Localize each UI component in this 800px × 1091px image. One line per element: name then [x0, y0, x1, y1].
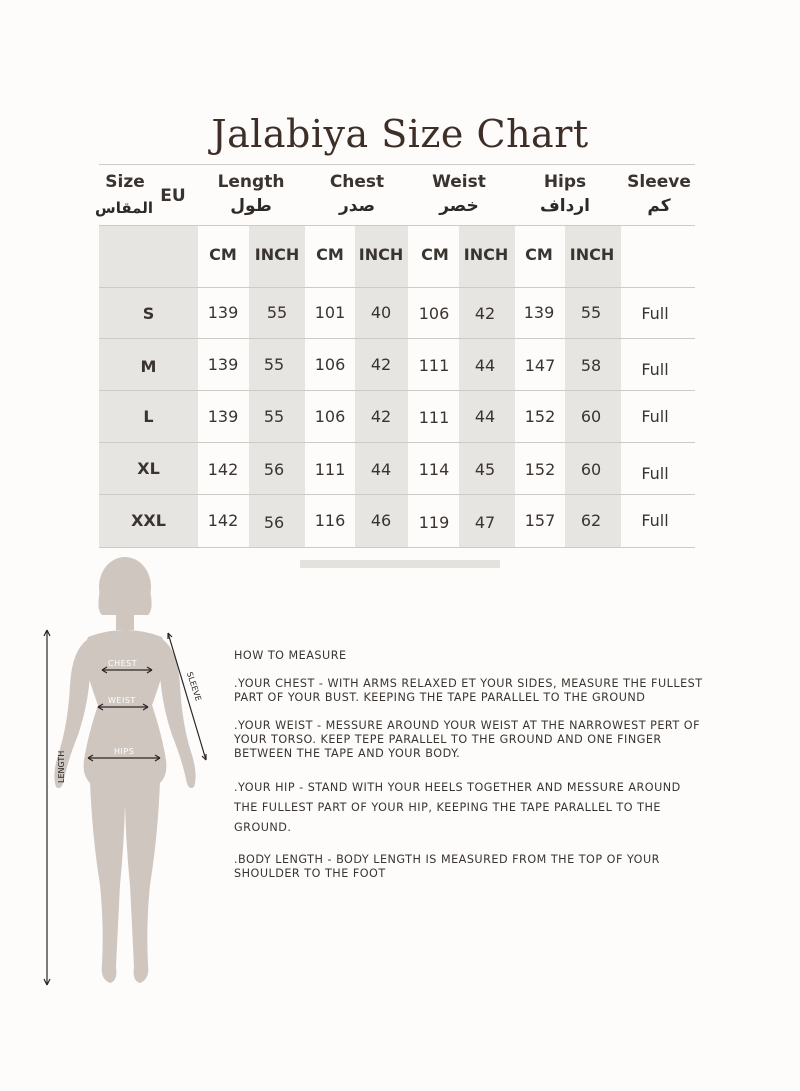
- header-size-arabic: المقاس: [95, 199, 153, 217]
- table-rule: [99, 225, 695, 226]
- row-length-cm: 142: [207, 460, 239, 479]
- row-hips-cm: 157: [524, 511, 556, 530]
- header-hips-arabic: ارداف: [540, 196, 590, 216]
- row-sleeve: Full: [641, 464, 669, 483]
- table-rule: [99, 442, 695, 443]
- header-weist: Weist: [432, 172, 486, 192]
- table-rule: [99, 390, 695, 391]
- table-rule: [99, 287, 695, 288]
- how-to-length: .BODY LENGTH - BODY LENGTH IS MEASURED FROM THE TOP OF YOUR SHOULDER TO THE FOOT: [234, 853, 660, 880]
- row-length-inch: 55: [263, 407, 285, 426]
- page-title: Jalabiya Size Chart: [211, 112, 589, 156]
- header-chest-arabic: صدر: [338, 196, 376, 216]
- unit-hips-cm: CM: [525, 245, 553, 264]
- chest-inch-shade: [355, 226, 408, 547]
- row-length-inch: 55: [263, 355, 285, 374]
- row-chest-cm: 111: [314, 460, 346, 479]
- table-rule: [99, 547, 695, 548]
- unit-chest-inch: INCH: [358, 245, 404, 264]
- row-sleeve: Full: [641, 304, 669, 323]
- header-sleeve: Sleeve: [627, 172, 691, 192]
- row-length-cm: 139: [207, 303, 239, 322]
- header-chest: Chest: [329, 172, 385, 192]
- hips-inch-shade: [565, 226, 621, 547]
- row-hips-cm: 152: [524, 460, 556, 479]
- body-figure-illustration: [30, 555, 220, 995]
- header-eu: EU: [160, 186, 186, 206]
- length-inch-shade: [249, 226, 305, 547]
- chest-figure-label: CHEST: [108, 659, 138, 668]
- row-sleeve: Full: [641, 511, 669, 530]
- weist-inch-shade: [459, 226, 515, 547]
- row-size: XL: [137, 459, 160, 478]
- row-sleeve: Full: [641, 407, 669, 426]
- header-weist-arabic: خصر: [439, 196, 479, 216]
- row-hips-cm: 139: [523, 303, 555, 322]
- row-weist-cm: 106: [418, 304, 450, 323]
- row-hips-inch: 62: [580, 511, 602, 530]
- row-hips-inch: 58: [580, 356, 602, 375]
- header-sleeve-arabic: كم: [647, 196, 671, 216]
- row-hips-cm: 147: [524, 356, 556, 375]
- row-chest-inch: 40: [370, 303, 392, 322]
- row-hips-inch: 60: [580, 460, 602, 479]
- sleeve-figure-label: SLEEVE: [184, 670, 203, 703]
- row-weist-inch: 42: [474, 304, 496, 323]
- row-length-inch: 56: [263, 460, 285, 479]
- how-to-weist: .YOUR WEIST - MESSURE AROUND YOUR WEIST AT THE NARROWEST PERT OF YOUR TORSO. KEEP TEPE PARALLEL TO THE GROUND AND ONE FINGER BETWEEN THE TAPE AND YOUR BODY.: [234, 719, 700, 760]
- row-hips-inch: 55: [580, 303, 602, 322]
- table-rule: [99, 338, 695, 339]
- how-to-hip: .YOUR HIP - STAND WITH YOUR HEELS TOGETHER AND MESSURE AROUND THE FULLEST PART OF YOUR HIP, KEEPING THE TAPE PARALLEL TO THE GROUND.: [234, 781, 681, 834]
- unit-weist-inch: INCH: [463, 245, 509, 264]
- row-chest-cm: 101: [314, 303, 346, 322]
- table-rule: [99, 164, 695, 165]
- row-weist-cm: 111: [418, 408, 450, 427]
- row-chest-cm: 106: [314, 355, 346, 374]
- row-size: S: [142, 304, 155, 323]
- row-weist-inch: 47: [474, 513, 496, 532]
- row-length-inch: 56: [263, 513, 285, 532]
- hips-figure-label: HIPS: [114, 747, 135, 756]
- row-hips-cm: 152: [524, 407, 556, 426]
- row-weist-cm: 111: [418, 356, 450, 375]
- unit-length-cm: CM: [209, 245, 237, 264]
- how-to-heading: HOW TO MEASURE: [234, 649, 347, 662]
- length-figure-label: LENGTH: [57, 750, 66, 783]
- how-to-chest: .YOUR CHEST - WITH ARMS RELAXED ET YOUR SIDES, MEASURE THE FULLEST PART OF YOUR BUST. KEEPING THE TAPE PARALLEL TO THE GROUND: [234, 677, 703, 704]
- row-size: M: [140, 357, 157, 376]
- row-hips-inch: 60: [580, 407, 602, 426]
- row-length-cm: 139: [207, 355, 239, 374]
- row-chest-inch: 42: [370, 407, 392, 426]
- row-chest-cm: 116: [314, 511, 346, 530]
- row-size: XXL: [131, 511, 166, 530]
- row-chest-inch: 46: [370, 511, 392, 530]
- row-chest-inch: 42: [370, 355, 392, 374]
- row-weist-inch: 45: [474, 460, 496, 479]
- horizontal-scrollbar[interactable]: [300, 560, 500, 568]
- row-weist-inch: 44: [474, 407, 496, 426]
- unit-weist-cm: CM: [421, 245, 449, 264]
- unit-chest-cm: CM: [316, 245, 344, 264]
- size-column-shade: [99, 226, 198, 547]
- row-weist-inch: 44: [474, 356, 496, 375]
- row-weist-cm: 119: [418, 513, 450, 532]
- row-chest-cm: 106: [314, 407, 346, 426]
- header-length: Length: [217, 172, 285, 192]
- row-chest-inch: 44: [370, 460, 392, 479]
- row-length-inch: 55: [266, 303, 288, 322]
- header-length-arabic: طول: [230, 196, 272, 216]
- unit-hips-inch: INCH: [569, 245, 615, 264]
- table-rule: [99, 494, 695, 495]
- header-size: Size: [105, 172, 145, 192]
- row-sleeve: Full: [641, 360, 669, 379]
- row-length-cm: 142: [207, 511, 239, 530]
- weist-figure-label: WEIST: [108, 696, 136, 705]
- header-hips: Hips: [543, 172, 587, 192]
- row-weist-cm: 114: [418, 460, 450, 479]
- unit-length-inch: INCH: [254, 245, 300, 264]
- row-size: L: [143, 407, 154, 426]
- row-length-cm: 139: [207, 407, 239, 426]
